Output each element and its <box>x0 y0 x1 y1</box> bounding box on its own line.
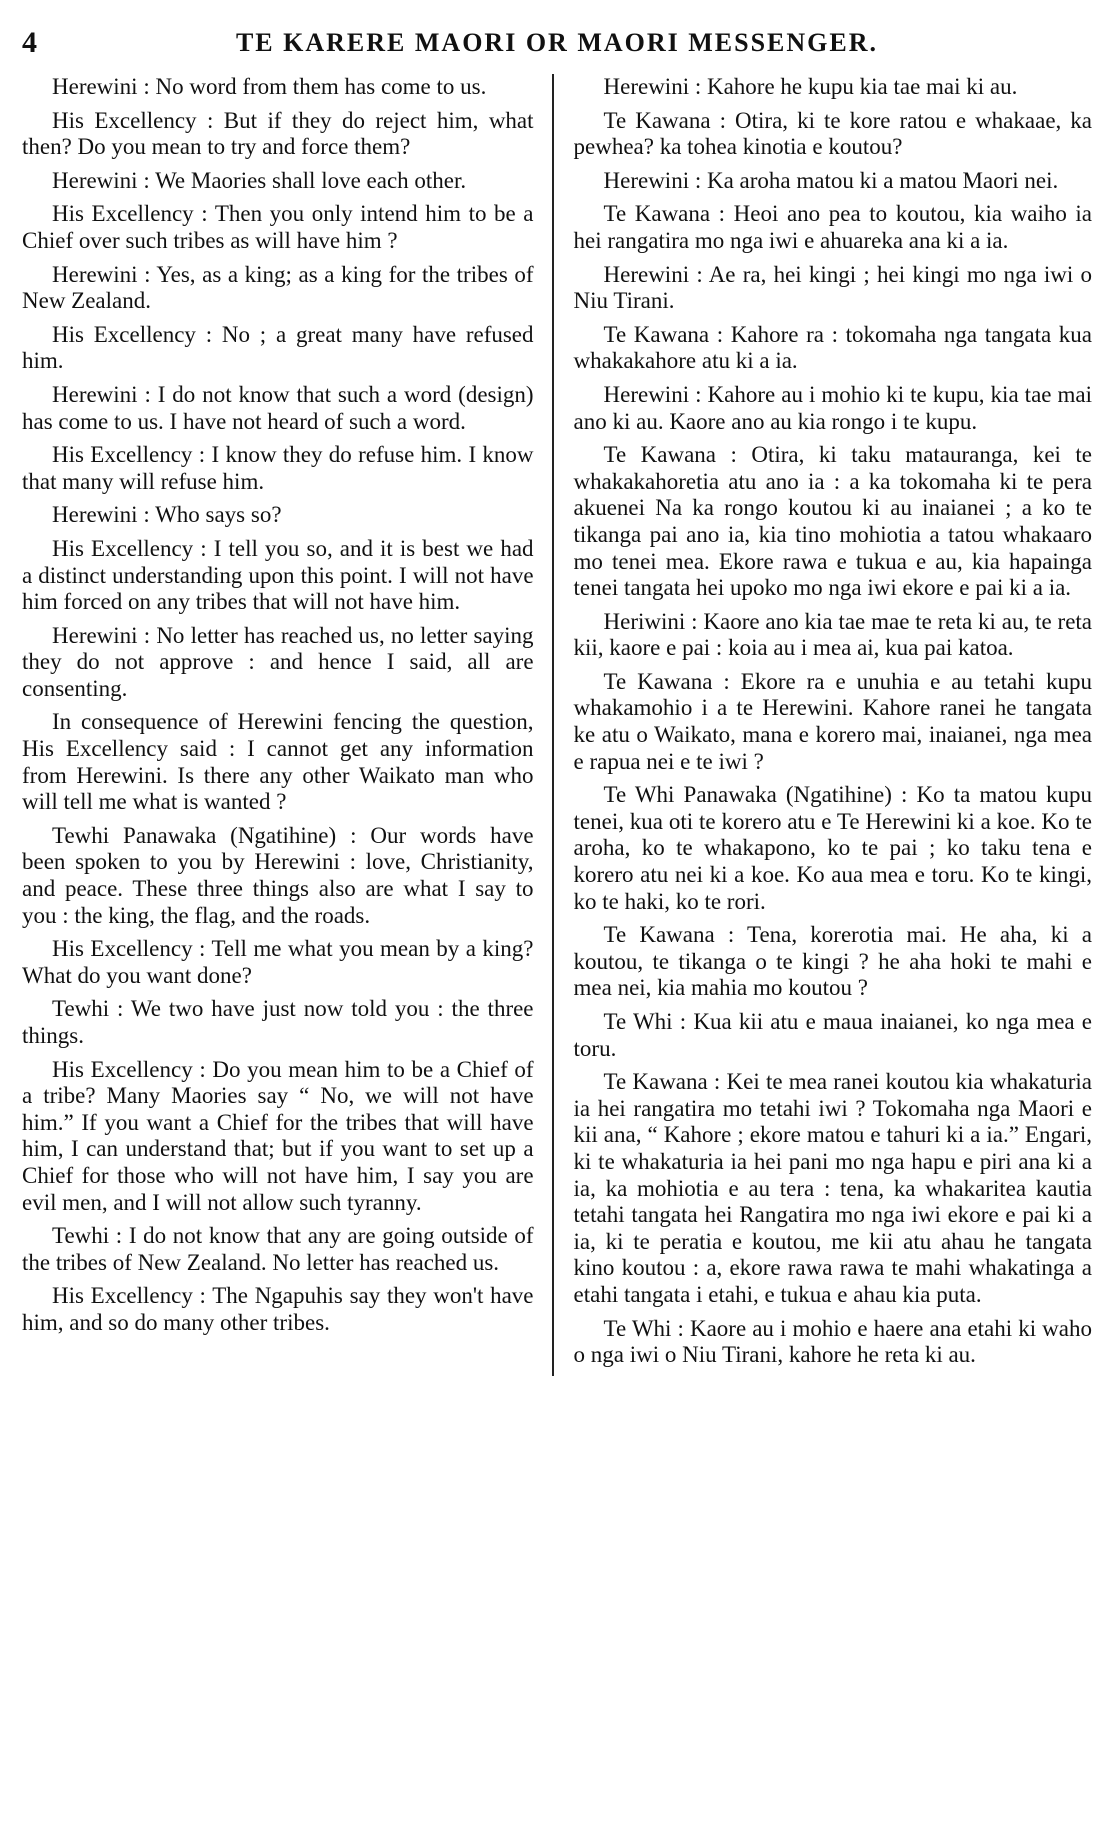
maori-column <box>562 74 1092 1376</box>
english-paragraph <box>22 74 534 101</box>
maori-paragraph <box>574 168 1092 195</box>
speaker-name: His Excellency : <box>52 107 214 133</box>
speech-text: Tena, korerotia mai. He aha, ki a koutou, te tikanga o te kingi ? he aha hoki te mahi e mea nei, kia mahia mo koutou ? <box>573 922 1092 1001</box>
speaker-name: Herewini : <box>52 502 150 528</box>
speaker-name: Herewini : <box>52 167 150 193</box>
speaker-name: His Excellency : <box>52 1283 206 1309</box>
speech-text: Kahore he kupu kia tae mai ki au. <box>706 74 1018 99</box>
speaker-name: Herewini : <box>52 381 151 407</box>
speech-text: The Ngapuhis say they won't have him, and so do many other tribes. <box>22 1283 534 1335</box>
english-column <box>22 74 544 1376</box>
speech-text: No letter has reached us, no letter saying they do not approve : and hence I said, all are consenting. <box>22 622 534 701</box>
speech-text: Ko ta matou kupu tenei, kua oti te korero atu e Te Herewini ki a koe. Ko te aroha, ko te whakapono, ko te pai ; ko taku tena e korero atu nei ki a koe. Ko aua mea e toru. Ko te kingi, ko te haki, ko te rori. <box>573 782 1092 914</box>
speaker-name: Te Whi : <box>603 1315 684 1341</box>
english-paragraph <box>22 502 534 529</box>
speech-text: Kaore au i mohio e haere ana etahi ki waho o nga iwi o Niu Tirani, kahore he reta ki au. <box>573 1315 1092 1368</box>
speaker-name: His Excellency : <box>52 535 207 561</box>
maori-paragraph <box>574 1009 1092 1062</box>
speaker-name: Te Kawana : <box>603 201 726 227</box>
speech-text: Kei te mea ranei koutou kia whakaturia ia hei rangatira mo tetahi iwi ? Tokomaha nga Maori e kii ana, “ Kahore ; ekore matou e tahuri ki a ia.” Engari, ki te whakaturia ia hei pani mo nga hapu e piri ana ki a ia, ka mohiotia e au tera : tena, ka whakaritea kautia tetahi tangata hei Rangatira mo nga iwi ekore e pai ki a ia, ki te peratia e koutou, me kii atu ahau he tangata kino koutou : a, ekore rawa rawa te mahi whakatinga a etahi tangata i etahi, e tukua e ahau kia puta. <box>573 1069 1093 1307</box>
maori-paragraph <box>574 108 1092 161</box>
maori-paragraph <box>574 1069 1092 1308</box>
speech-text: No word from them has come to us. <box>155 74 487 99</box>
speaker-name: Te Kawana : <box>603 922 735 948</box>
english-paragraph <box>22 536 534 616</box>
maori-paragraph <box>574 74 1092 101</box>
maori-paragraph <box>574 442 1092 602</box>
speaker-name: Te Kawana : <box>603 1069 721 1095</box>
maori-paragraph <box>574 922 1092 1002</box>
speaker-name: Te Whi Panawaka (Ngatihine) : <box>603 782 908 808</box>
speech-text: I do not know that such a word (design) has come to us. I have not heard of such a word. <box>22 381 534 434</box>
speech-text: I do not know that any are going outside of the tribes of New Zealand. No letter has reached us. <box>22 1223 534 1275</box>
english-paragraph <box>22 1057 534 1217</box>
page-number: 4 <box>22 26 39 59</box>
two-column-layout <box>22 74 1092 1376</box>
speaker-name: His Excellency : <box>52 936 206 962</box>
speaker-name: Herewini : <box>52 74 150 99</box>
speech-text: Kahore ra : tokomaha nga tangata kua whakakahore atu ki a ia. <box>573 321 1092 374</box>
maori-paragraph <box>574 322 1092 375</box>
speech-text: Tell me what you mean by a king? What do you want done? <box>22 936 534 988</box>
speaker-name: Herewini : <box>52 261 151 287</box>
maori-paragraph <box>574 609 1092 662</box>
english-paragraph <box>22 996 534 1049</box>
speech-text: Kaore ano kia tae mae te reta ki au, te reta kii, kaore e pai : koia au i mea ai, kua pai katoa. <box>573 608 1093 661</box>
speaker-name: Herewini : <box>603 261 703 287</box>
speaker-name: Te Kawana : <box>603 668 730 694</box>
speech-text: Then you only intend him to be a Chief over such tribes as will have him ? <box>22 201 534 253</box>
column-divider <box>552 74 554 1376</box>
english-paragraph <box>22 623 534 703</box>
speech-text: But if they do reject him, what then? Do you mean to try and force them? <box>22 107 534 160</box>
speech-text: Ka aroha matou ki a matou Maori nei. <box>706 167 1059 193</box>
speaker-name: His Excellency : <box>52 321 213 347</box>
speech-text: Otira, ki te kore ratou e whakaae, ka pewhea? ka tohea kinotia e koutou? <box>573 107 1093 160</box>
speaker-name: Herewini : <box>603 167 702 193</box>
speaker-name: Herewini : <box>603 381 702 407</box>
speaker-name: Herewini : <box>52 622 151 648</box>
english-paragraph <box>22 201 534 254</box>
maori-paragraph <box>574 782 1092 915</box>
speech-text: Heoi ano pea to koutou, kia waiho ia hei rangatira mo nga iwi e ahuareka ana ki a ia. <box>573 201 1093 253</box>
speaker-name: His Excellency : <box>52 201 208 227</box>
speech-text: Otira, ki taku matauranga, kei te whakakahoretia atu ano ia : a ka tokomaha ki te pera akuenei Na ka rongo koutou ki au inaianei ; a ko te tikanga pai ano ia, kia tino mohiotia a tatou whakaaro mo tenei mea. Ekore rawa e tukua e au, kia hapainga tenei tangata hei upoko mo nga iwi ekore e pai ki a ia. <box>573 442 1092 601</box>
english-paragraph <box>22 322 534 375</box>
speech-text: I know they do refuse him. I know that many will refuse him. <box>22 442 534 494</box>
speaker-name: Te Kawana : <box>603 107 726 133</box>
speaker-name: Te Whi : <box>603 1009 687 1034</box>
maori-paragraph <box>574 382 1092 435</box>
english-paragraph <box>22 442 534 495</box>
speech-text: Do you mean him to be a Chief of a tribe? Many Maories say “ No, we will not have him.” If you want a Chief for the tribes that will have him, I can understand that; but if you want to set up a Chief for those who will not have him, I say you are evil men, and I will not allow such tyranny. <box>22 1056 534 1215</box>
speaker-name: Tewhi : <box>52 996 124 1022</box>
english-paragraph <box>22 936 534 989</box>
english-paragraph <box>22 823 534 929</box>
english-paragraph <box>22 108 534 161</box>
speech-text: Kua kii atu e maua inaianei, ko nga mea e toru. <box>573 1009 1093 1061</box>
speech-text: No ; a great many have refused him. <box>22 321 534 374</box>
speaker-name: Herewini : <box>603 74 702 99</box>
speech-text: Who says so? <box>155 502 282 528</box>
maori-paragraph <box>574 669 1092 775</box>
speech-text: Our words have been spoken to you by Herewini : love, Christianity, and peace. These three things also are what I say to you : the king, the flag, and the roads. <box>22 822 534 928</box>
speech-text: Yes, as a king; as a king for the tribes of New Zealand. <box>22 261 534 314</box>
speaker-name: His Excellency : <box>52 442 206 468</box>
speech-text: Kahore au i mohio ki te kupu, kia tae mai ano ki au. Kaore ano au kia rongo i te kupu. <box>573 381 1093 434</box>
english-paragraph <box>22 382 534 435</box>
speaker-name: Heriwini : <box>603 608 698 634</box>
speaker-name: Tewhi Panawaka (Ngatihine) : <box>52 822 357 848</box>
speaker-name: Tewhi : <box>52 1223 123 1249</box>
speech-text: I tell you so, and it is best we had a distinct understanding upon this point. I will not have him forced on any tribes that will not have him. <box>22 535 534 615</box>
speaker-name: Te Kawana : <box>603 442 737 468</box>
speech-text: We Maories shall love each other. <box>155 167 467 193</box>
english-paragraph <box>22 1223 534 1276</box>
maori-paragraph <box>574 262 1092 315</box>
english-paragraph <box>22 709 534 815</box>
speaker-name: His Excellency : <box>52 1056 206 1082</box>
english-paragraph <box>22 1283 534 1336</box>
speech-text: Ekore ra e unuhia e au tetahi kupu whakamohio i a te Herewini. Kahore ranei he tangata ke atu o Waikato, mana e korero mai, inaianei, nga mea e rapua nei e te iwi ? <box>573 668 1093 774</box>
english-paragraph <box>22 262 534 315</box>
speaker-name: Te Kawana : <box>603 321 724 347</box>
speech-text: Ae ra, hei kingi ; hei kingi mo nga iwi o Niu Tirani. <box>573 261 1093 314</box>
english-paragraph <box>22 168 534 195</box>
speech-text: We two have just now told you : the three things. <box>22 996 534 1048</box>
maori-paragraph <box>574 1316 1092 1369</box>
masthead <box>22 26 1092 60</box>
speech-text: In consequence of Herewini fencing the question, His Excellency said : I cannot get any information from Herewini. Is there any other Waikato man who will tell me what is wanted ? <box>22 709 534 815</box>
maori-paragraph <box>574 201 1092 254</box>
newspaper-title: TE KARERE MAORI OR MAORI MESSENGER. <box>235 28 879 57</box>
